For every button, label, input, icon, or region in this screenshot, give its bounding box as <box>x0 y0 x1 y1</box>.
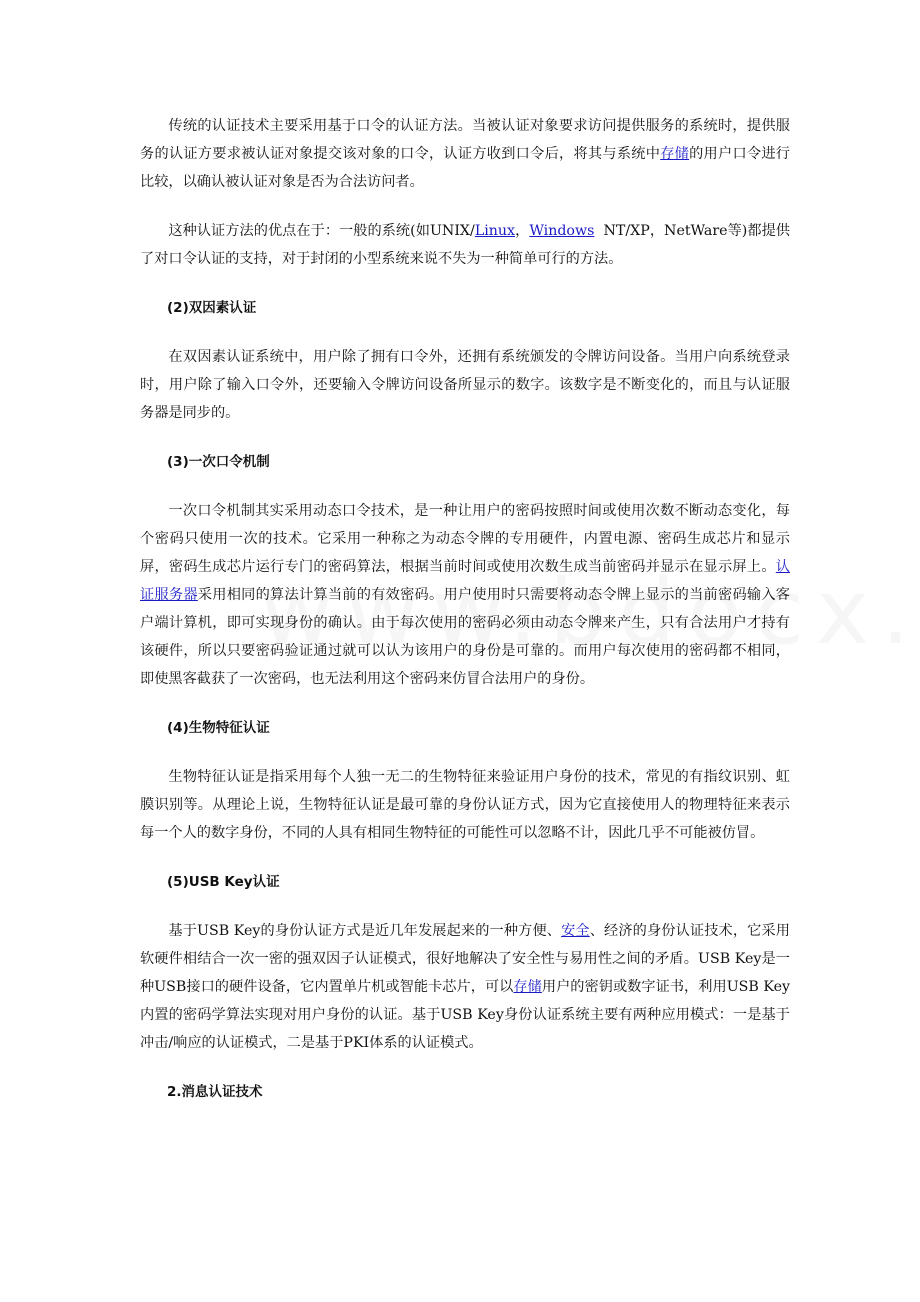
heading-usb-key: (5)USB Key认证 <box>167 874 280 890</box>
paragraph-text: 、经济的身份认证技术，它采用软硬件相结合一次一密的强双因子认证模式，很好地解决了安全性与易用性之间的矛盾。USB Key是一种USB接口的硬件设备，它内置单片机或智能卡芯片，可以 <box>140 923 790 995</box>
link-auth-server[interactable]: 认证服务器 <box>140 559 790 603</box>
paragraph-text: 基于USB Key的身份认证方式是近几年发展起来的一种方便、 <box>168 923 562 939</box>
paragraph-two-factor: 在双因素认证系统中，用户除了拥有口令外，还拥有系统颁发的令牌访问设备。当用户向系统登录时，用户除了输入口令外，还要输入令牌访问设备所显示的数字。该数字是不断变化的，而且与认证服务器是同步的。 <box>140 349 790 421</box>
link-storage-2[interactable]: 存储 <box>513 979 542 995</box>
link-security[interactable]: 安全 <box>561 923 590 939</box>
paragraph-one-time-password <box>140 497 790 693</box>
heading-biometric: (4)生物特征认证 <box>167 720 270 736</box>
paragraph-text: 一次口令机制其实采用动态口令技术，是一种让用户的密码按照时间或使用次数不断动态变化，每个密码只使用一次的技术。它采用一种称之为动态令牌的专用硬件，内置电源、密码生成芯片和显示屏，密码生成芯片运行专门的密码算法，根据当前时间或使用次数生成当前密码并显示在显示屏上。 <box>140 503 790 575</box>
heading-one-time-password: (3)一次口令机制 <box>167 454 270 470</box>
paragraph-text: 传统的认证技术主要采用基于口令的认证方法。当被认证对象要求访问提供服务的系统时，提供服务的认证方要求被认证对象提交该对象的口令，认证方收到口令后，将其与系统中 <box>140 118 790 162</box>
paragraph-text: 这种认证方法的优点在于：一般的系统(如UNIX/ <box>168 223 475 239</box>
paragraph-text: 采用相同的算法计算当前的有效密码。用户使用时只需要将动态令牌上显示的当前密码输入客户端计算机，即可实现身份的确认。由于每次使用的密码必须由动态令牌来产生，只有合法用户才持有该硬件，所以只要密码验证通过就可以认为该用户的身份是可靠的。而用户每次使用的密码都不相同，即使黑客截获了一次密码，也无法利用这个密码来仿冒合法用户的身份。 <box>140 587 790 687</box>
link-windows[interactable]: Windows <box>529 223 595 239</box>
paragraph-text: ， <box>515 223 530 239</box>
paragraph-text: 的用户口令进行比较，以确认被认证对象是否为合法访问者。 <box>140 146 790 190</box>
paragraph-text: 用户的密钥或数字证书，利用USB Key内置的密码学算法实现对用户身份的认证。基于USB Key身份认证系统主要有两种应用模式：一是基于冲击/响应的认证模式，二是基于PKI体系的认证模式。 <box>140 979 790 1051</box>
heading-message-auth: 2.消息认证技术 <box>167 1084 263 1100</box>
document-body <box>140 112 790 1127</box>
paragraph-usb-key <box>140 917 790 1057</box>
paragraph-biometric: 生物特征认证是指采用每个人独一无二的生物特征来验证用户身份的技术，常见的有指纹识别、虹膜识别等。从理论上说，生物特征认证是最可靠的身份认证方式，因为它直接使用人的物理特征来表示每一个人的数字身份，不同的人具有相同生物特征的可能性可以忽略不计，因此几乎不可能被仿冒。 <box>140 769 790 841</box>
heading-two-factor: (2)双因素认证 <box>167 300 257 316</box>
paragraph-text: NT/XP，NetWare等)都提供了对口令认证的支持，对于封闭的小型系统来说不失为一种简单可行的方法。 <box>140 223 790 267</box>
link-linux[interactable]: Linux <box>474 223 516 239</box>
paragraph-password-auth <box>140 112 790 196</box>
link-storage[interactable]: 存储 <box>660 146 690 162</box>
paragraph-password-advantages <box>140 217 790 273</box>
